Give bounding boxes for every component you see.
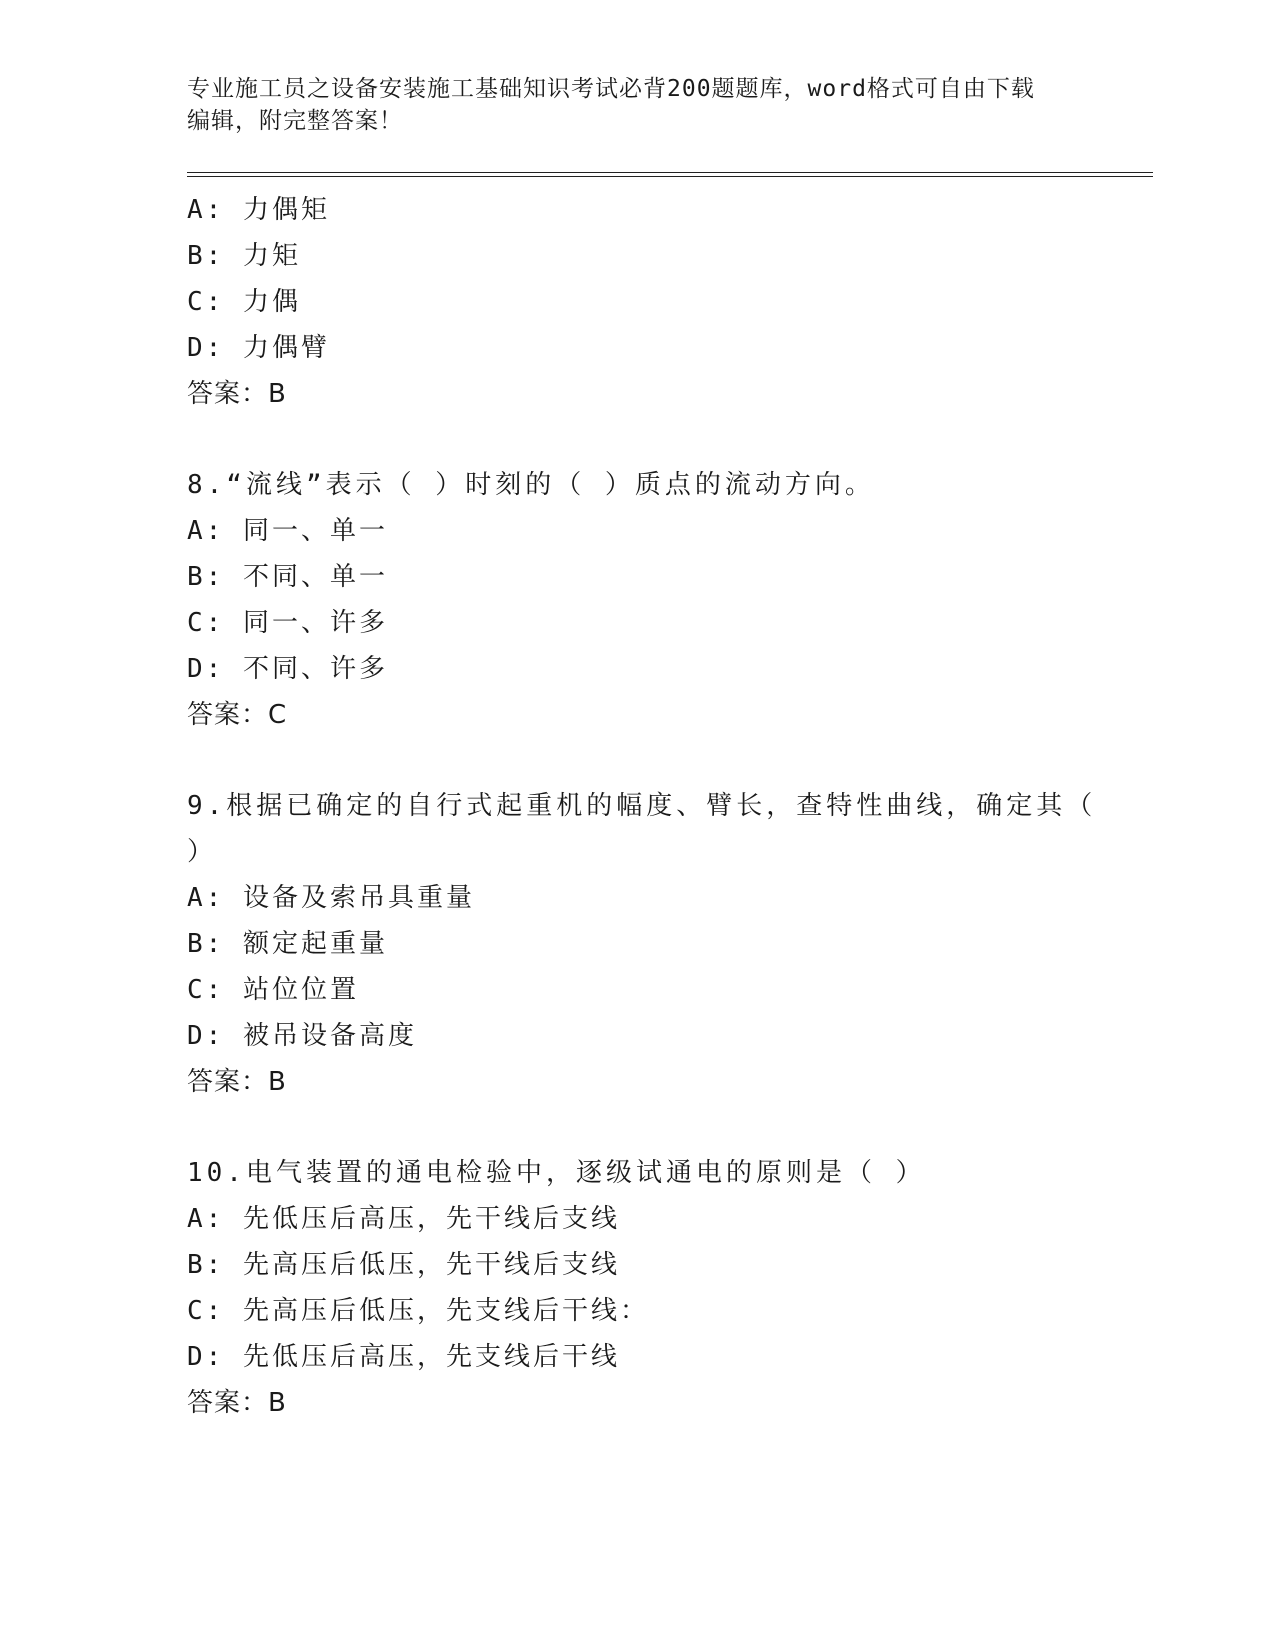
question-block-7 [187, 187, 1087, 417]
option-c: C: 力偶 [187, 287, 301, 317]
option-b: B: 不同、单一 [187, 562, 388, 592]
spacer [187, 417, 1087, 462]
question-text-line-1: 9.根据已确定的自行式起重机的幅度、臂长，查特性曲线，确定其（ [187, 791, 1097, 821]
option-a: A: 力偶矩 [187, 195, 330, 225]
answer-line: 答案：B [187, 1067, 287, 1097]
question-text: 8.“流线”表示（ ）时刻的（ ）质点的流动方向。 [187, 470, 875, 500]
header-divider-bottom [187, 176, 1153, 177]
question-block-9 [187, 783, 1097, 1105]
question-content [187, 187, 1097, 1426]
spacer [187, 738, 1087, 783]
option-c: C: 站位位置 [187, 975, 359, 1005]
document-header [187, 73, 1087, 137]
question-text: 10.电气装置的通电检验中，逐级试通电的原则是（ ） [187, 1158, 926, 1188]
option-a: A: 同一、单一 [187, 516, 388, 546]
answer-line: 答案：B [187, 1388, 287, 1418]
header-title-line-2: 编辑，附完整答案！ [187, 108, 403, 134]
question-text-line-2: ） [187, 837, 218, 867]
option-c: C: 先高压后低压，先支线后干线： [187, 1296, 649, 1326]
header-title-line-1: 专业施工员之设备安装施工基础知识考试必背200题题库，word格式可自由下载 [187, 76, 1035, 102]
option-d: D: 被吊设备高度 [187, 1021, 417, 1051]
option-b: B: 力矩 [187, 241, 301, 271]
option-a: A: 先低压后高压，先干线后支线 [187, 1204, 620, 1234]
header-divider-top [187, 172, 1153, 173]
option-c: C: 同一、许多 [187, 608, 388, 638]
option-d: D: 力偶臂 [187, 333, 330, 363]
option-d: D: 先低压后高压，先支线后干线 [187, 1342, 620, 1372]
answer-line: 答案：B [187, 379, 287, 409]
answer-line: 答案：C [187, 700, 288, 730]
option-d: D: 不同、许多 [187, 654, 388, 684]
question-block-10 [187, 1150, 1087, 1426]
option-b: B: 先高压后低压，先干线后支线 [187, 1250, 620, 1280]
question-block-8 [187, 462, 1087, 738]
option-a: A: 设备及索吊具重量 [187, 883, 475, 913]
option-b: B: 额定起重量 [187, 929, 388, 959]
spacer [187, 1105, 1087, 1150]
